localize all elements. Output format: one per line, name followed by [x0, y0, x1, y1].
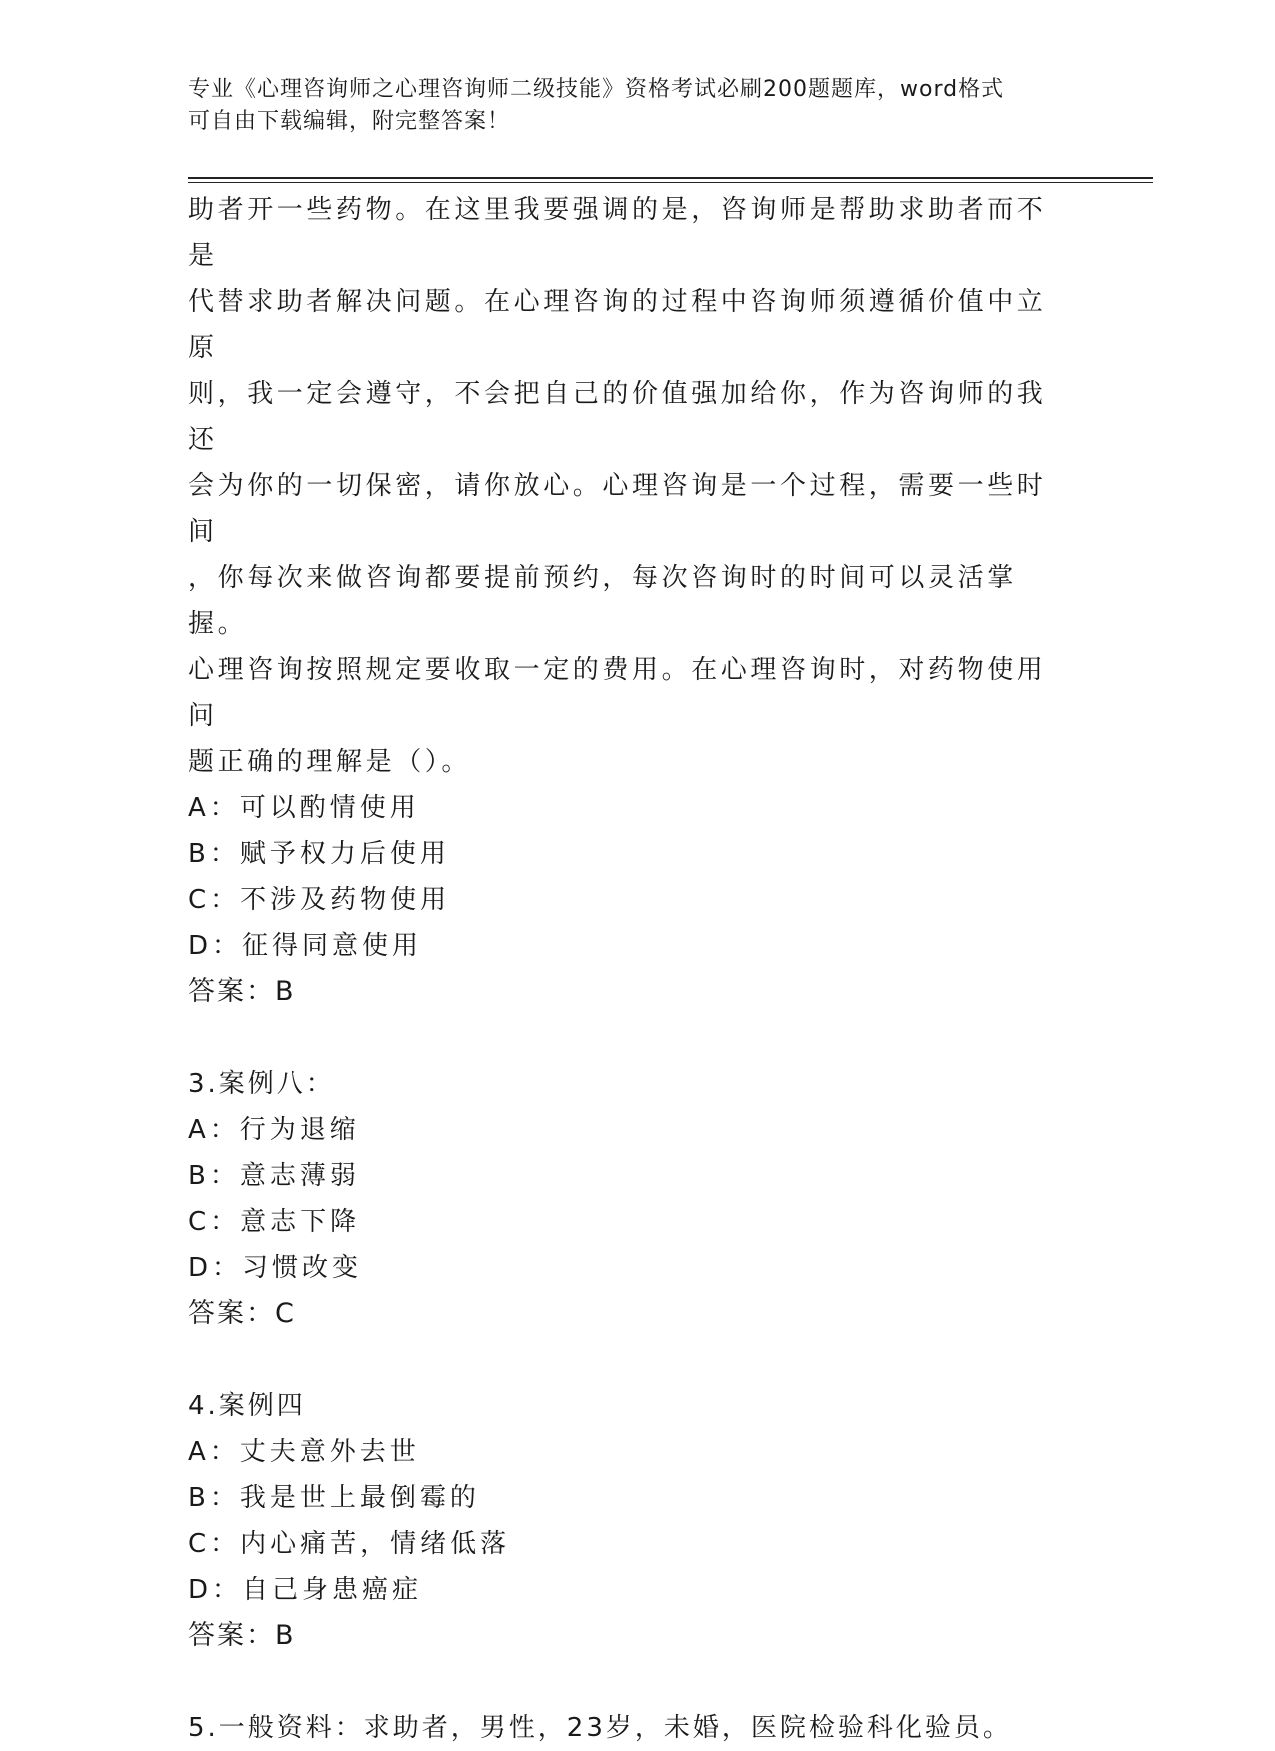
question-text-line: 代替求助者解决问题。在心理咨询的过程中咨询师须遵循价值中立原: [188, 287, 1047, 363]
question-text-line: 会为你的一切保密，请你放心。心理咨询是一个过程，需要一些时间: [188, 471, 1047, 547]
question-text-line: 助者开一些药物。在这里我要强调的是，咨询师是帮助求助者而不是: [188, 195, 1047, 271]
header-divider-thick: [188, 177, 1153, 179]
option-c: C：内心痛苦，情绪低落: [188, 1529, 511, 1559]
option-a: A：行为退缩: [188, 1115, 360, 1145]
question-text-line: 则，我一定会遵守，不会把自己的价值强加给你，作为咨询师的我还: [188, 379, 1047, 455]
spacer: [188, 1015, 1068, 1061]
option-d: D：自己身患癌症: [188, 1575, 423, 1605]
answer-line: 答案：B: [188, 976, 296, 1007]
answer-line: 答案：C: [188, 1298, 296, 1329]
spacer: [188, 1659, 1068, 1705]
question-title: 4.案例四: [188, 1391, 306, 1421]
option-d: D：习惯改变: [188, 1253, 363, 1283]
question-2-block: [188, 187, 1068, 1015]
question-5-block: [188, 1705, 1068, 1751]
option-b: B：赋予权力后使用: [188, 839, 450, 869]
option-c: C：不涉及药物使用: [188, 885, 451, 915]
option-b: B：我是世上最倒霉的: [188, 1483, 480, 1513]
question-text-line: 题正确的理解是（）。: [188, 747, 472, 777]
option-a: A：丈夫意外去世: [188, 1437, 420, 1467]
header-title-line-2: 可自由下载编辑，附完整答案！: [188, 109, 511, 134]
header-divider-thin: [188, 182, 1153, 183]
header-title-line-1: 专业《心理咨询师之心理咨询师二级技能》资格考试必刷200题题库，word格式: [188, 77, 1005, 102]
question-4-block: [188, 1383, 1068, 1659]
question-title: 3.案例八：: [188, 1069, 335, 1099]
option-a: A：可以酌情使用: [188, 793, 420, 823]
option-c: C：意志下降: [188, 1207, 361, 1237]
spacer: [188, 1337, 1068, 1383]
question-title: 5.一般资料：求助者，男性，23岁，未婚，医院检验科化验员。: [188, 1713, 1012, 1743]
question-text-line: 心理咨询按照规定要收取一定的费用。在心理咨询时，对药物使用问: [188, 655, 1047, 731]
document-body: [188, 187, 1068, 1751]
page-header: [188, 74, 1088, 138]
answer-line: 答案：B: [188, 1620, 296, 1651]
question-text-line: ，你每次来做咨询都要提前预约，每次咨询时的时间可以灵活掌握。: [188, 563, 1017, 639]
question-3-block: [188, 1061, 1068, 1337]
option-d: D：征得同意使用: [188, 931, 423, 961]
option-b: B：意志薄弱: [188, 1161, 360, 1191]
